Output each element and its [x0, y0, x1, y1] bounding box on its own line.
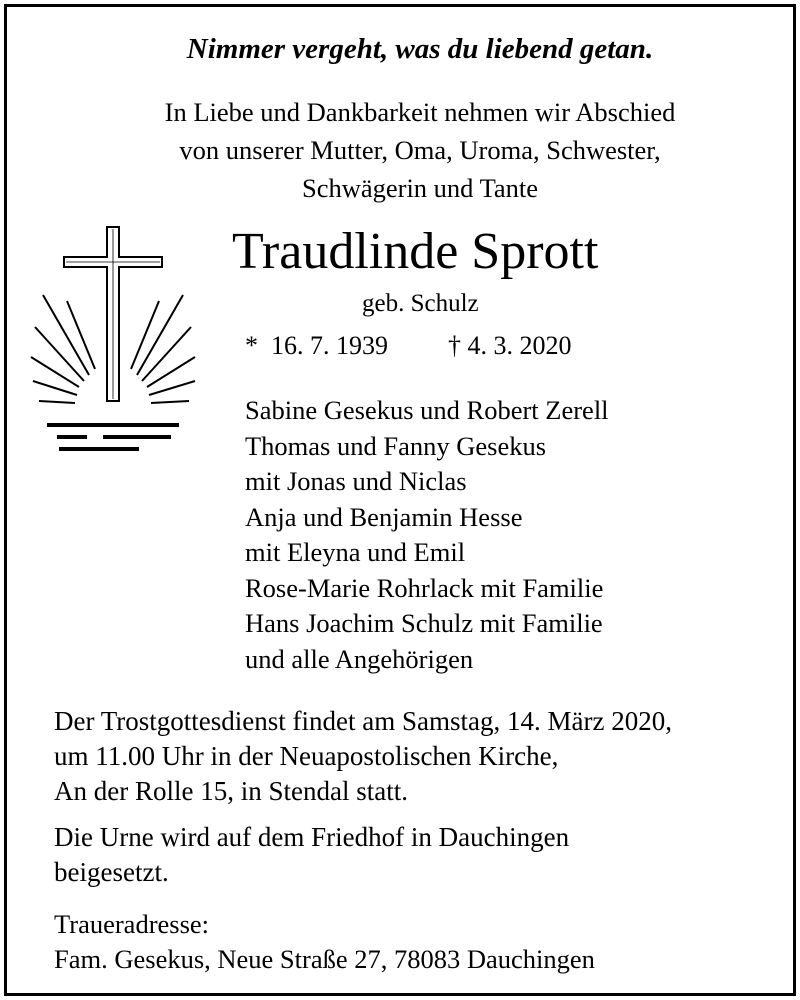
cross-rising-sun-icon: [29, 215, 229, 465]
birth-date: 16. 7. 1939: [271, 331, 388, 360]
mourner-line: Sabine Gesekus und Robert Zerell: [245, 395, 609, 425]
urn-info: [54, 820, 569, 890]
mourner-line: Hans Joachim Schulz mit Familie: [245, 608, 603, 638]
intro-line: Schwägerin und Tante: [301, 173, 539, 203]
maiden-name: geb. Schulz: [362, 290, 479, 317]
mourner-line: mit Jonas und Niclas: [245, 466, 467, 496]
motto: Nimmer vergeht, was du liebend getan.: [186, 33, 654, 65]
life-dates: [245, 331, 572, 361]
mourner-line: Rose-Marie Rohrlack mit Familie: [245, 572, 604, 603]
address-label: Traueradresse:: [54, 909, 210, 939]
death-date: 4. 3. 2020: [467, 331, 572, 360]
service-line: um 11.00 Uhr in der Neuapostolischen Kirche,: [54, 741, 559, 771]
mourning-address: [54, 907, 595, 977]
deceased-name: Traudlinde Sprott: [232, 223, 599, 280]
urn-line: beigesetzt.: [54, 857, 169, 887]
address-value: Fam. Gesekus, Neue Straße 27, 78083 Dauchingen: [54, 944, 595, 974]
birth-symbol: *: [245, 331, 258, 360]
mourner-line: Thomas und Fanny Gesekus: [245, 430, 547, 461]
service-info: [54, 704, 672, 809]
mourner-line: mit Eleyna und Emil: [245, 537, 466, 567]
service-line: Der Trostgottesdienst findet am Samstag, 14. März 2020,: [54, 706, 672, 736]
mourner-line: Anja und Benjamin Hesse: [245, 501, 523, 532]
mourner-line: und alle Angehörigen: [245, 643, 474, 674]
service-line: An der Rolle 15, in Stendal statt.: [54, 776, 408, 806]
intro-line: In Liebe und Dankbarkeit nehmen wir Abschied: [164, 97, 676, 127]
intro-text: [7, 93, 793, 207]
mourners-list: [245, 393, 609, 677]
intro-line: von unserer Mutter, Oma, Uroma, Schwester,: [179, 135, 661, 165]
urn-line: Die Urne wird auf dem Friedhof in Dauchingen: [54, 822, 570, 852]
obituary-notice: [4, 4, 796, 996]
death-symbol: †: [448, 331, 461, 360]
